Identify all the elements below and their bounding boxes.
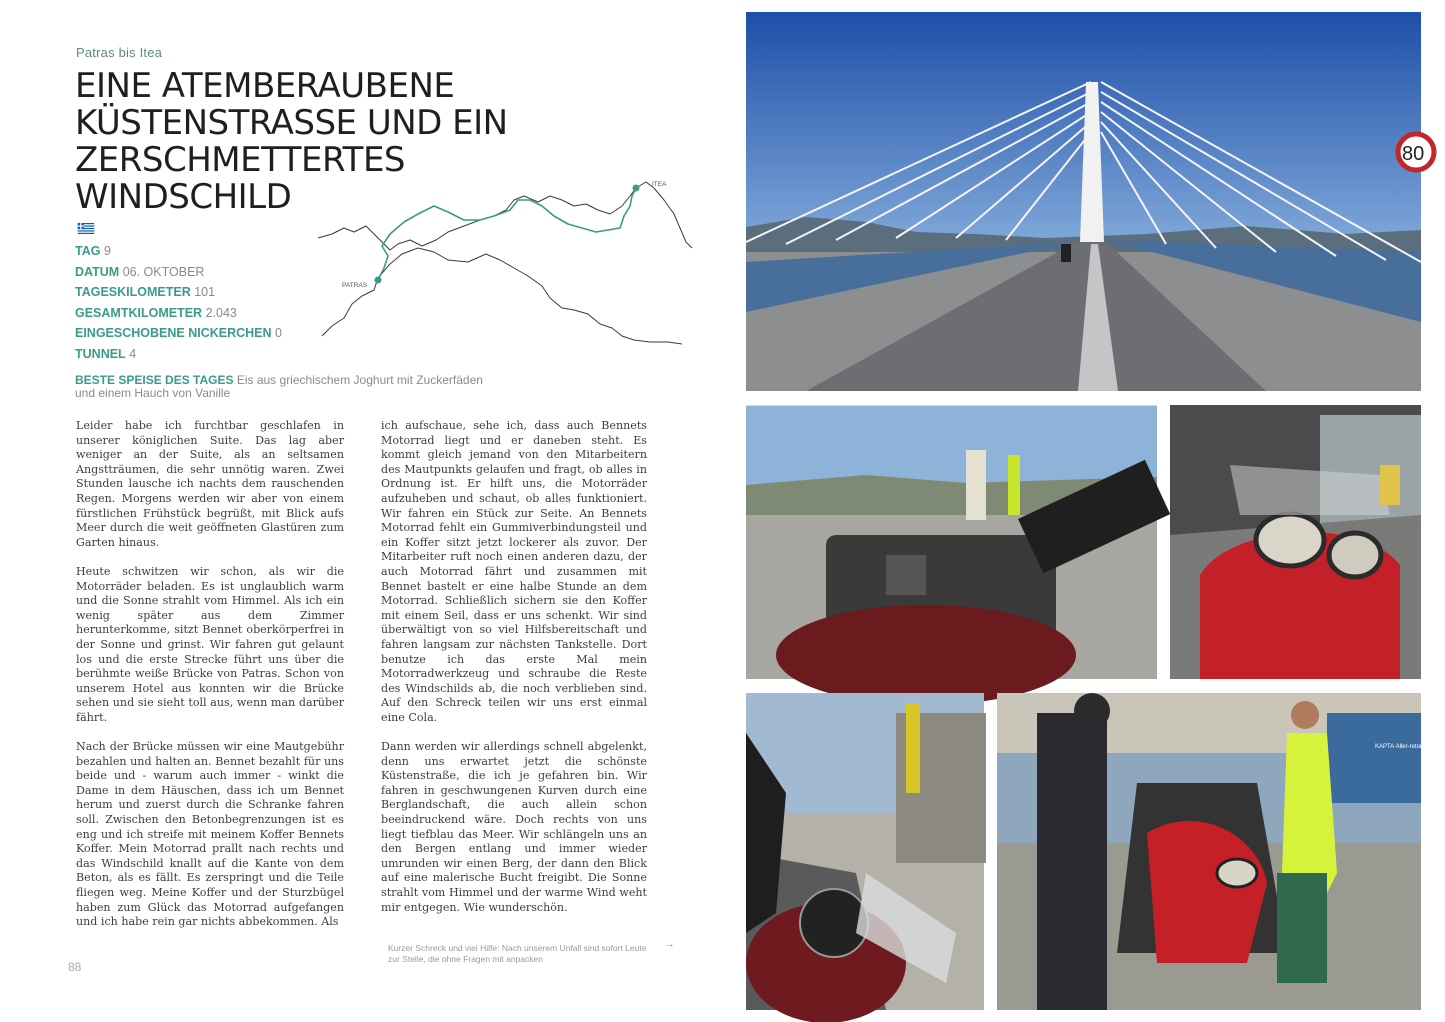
toll-booth-sign: ΚΑΡΤΑ Aller-retour <box>1375 744 1426 750</box>
patras-marker <box>375 277 382 284</box>
arrow-right-icon: → <box>664 938 675 950</box>
paragraph: Dann werden wir allerdings schnell abgelenkt, denn uns erwartet jetzt die schönste Küstenstraße, die ich je gefahren bin. Wir fahren in geschwungenen Kurven durch eine Berglandschaft, die auch allein schon beeindruckend wäre. Doch rechts von uns liegt tiefblau das Meer. Wir schlängeln uns an den Bergen entlang und immer wieder umrunden wir einen Berg, der dann den Blick auf eine malerische Bucht freigibt. Die Sonne strahlt vom Himmel und der warme Wind weht mir entgegen. Wie wunderschön. <box>381 740 647 914</box>
fact-row <box>75 262 355 283</box>
route-line <box>378 188 636 280</box>
fact-value: 9 <box>103 244 111 258</box>
fact-value: 2.043 <box>205 305 237 320</box>
itea-marker <box>633 185 640 192</box>
greek-flag-icon <box>76 223 96 234</box>
fact-value: 0 <box>275 326 282 341</box>
photo-dashboard-closeup <box>746 693 984 1010</box>
photo-helmetcam-tollworker <box>746 405 1157 679</box>
photo-toll-booth-bikes <box>997 693 1426 1010</box>
body-column-left <box>76 419 344 944</box>
fact-value: 4 <box>129 346 137 361</box>
fact-row <box>75 303 355 324</box>
body-column-right <box>381 419 647 930</box>
fact-label: TAGESKILOMETER <box>75 285 191 300</box>
best-dish-text: Eis aus griechischem Joghurt mit Zuckerfäden und einem Hauch von Vanille <box>75 373 483 400</box>
fact-row <box>75 323 355 344</box>
road-sign-speed: 80 <box>1402 143 1425 165</box>
paragraph: ich aufschaue, sehe ich, dass auch Bennets Motorrad liegt und er daneben steht. Es kommt gleich jemand von den Mitarbeitern des Mautpunkts gelaufen und fragt, ob alles in Ordnung ist. Er hilft uns, die Motorräder aufzuheben und schaut, ob alles funktioniert. Wir fahren ein Stück zur Seite. An Bennets Motorrad fehlt ein Gummiverbindungsteil und ein Koffer sitzt jetzt lockerer als zuvor. Der Mitarbeiter ruft noch einen anderen dazu, der auch Motorrad fährt und zusammen mit Bennet bastelt er eine halbe Stunde an dem Motorrad. Schließlich sichern sie den Koffer mit einem Seil, dass er uns schenkt. Wir sind überwältigt von so viel Hilfsbereitschaft und fahren langsam zur nächsten Tankstelle. Dort benutze ich das erste Mal mein Motorradwerkzeug und schraube die Reste des Windschilds ab, die noch verblieben sind. Auf den Schreck teilen wir uns erst einmal eine Cola. <box>381 419 647 724</box>
best-dish-label: BESTE SPEISE DES TAGES <box>75 373 234 387</box>
photo-caption: Kurzer Schreck und viel Hilfe: Nach unserem Unfall sind sofort Leute zur Stelle, die ohne Fragen mit anpacken <box>388 943 647 964</box>
page-number: 88 <box>68 960 82 974</box>
fact-row <box>75 344 355 365</box>
photo-bridge <box>746 12 1425 391</box>
paragraph: Heute schwitzen wir schon, als wir die Motorräder beladen. Es ist unglaublich warm und die Sonne strahlt vom Himmel. Als ich ein wenig später aus dem Zimmer herunterkomme, sitzt Bennet oberkörperfrei in der Sonne und grinst. Wir fahren gut gelaunt los und die erste Strecke führt uns über die berühmte weiße Brücke von Patras. Schon von unserem Hotel aus konnten wir die Brücke sehen und sie sieht toll aus, wenn man darüber fährt. <box>76 564 344 724</box>
patras-label: PATRAS <box>342 282 368 289</box>
fact-label: EINGESCHOBENE NICKERCHEN <box>75 326 272 341</box>
kicker-route: Patras bis Itea <box>76 45 163 60</box>
photo-broken-windshield <box>1170 405 1421 679</box>
fact-value: 101 <box>194 285 216 300</box>
paragraph: Leider habe ich furchtbar geschlafen in unserer königlichen Suite. Das lag aber weniger an der Suite, als an seltsamen Angstträumen, die sehr unnötig waren. Zwei Stunden lausche ich nachts dem rauschenden Regen. Morgens werden wir aber von einem fürstlichen Frühstück begrüßt, mit Blick aufs Meer durch die weit geöffneten Glastüren zum Garten hinaus. <box>76 419 344 549</box>
fact-row <box>75 241 355 262</box>
trip-facts <box>75 241 355 365</box>
route-map <box>318 176 698 346</box>
page-headline: EINE ATEMBERAUBENE KÜSTENSTRASSE UND EIN ZERSCHMETTERTES WINDSCHILD <box>75 66 508 217</box>
fact-label: TAG <box>75 244 101 258</box>
fact-label: GESAMTKILOMETER <box>75 305 203 320</box>
itea-label: ITEA <box>652 181 667 188</box>
map-coastline <box>318 182 692 344</box>
paragraph: Nach der Brücke müssen wir eine Mautgebühr bezahlen und halten an. Bennet bezahlt für uns beide und - warum auch immer - winkt die Dame in dem Häuschen, dass ich um Bennet herum und zuerst durch die Schranke fahren soll. Zwischen den Betonbegrenzungen ist es eng und ich streife mit meinem Koffer Bennets Koffer. Mein Motorrad prallt nach rechts und das Windschild knallt auf die Kante von dem Beton, als es fällt. Es zerspringt und die Teile fliegen weg. Meine Koffer und der Sturzbügel haben zum Glück das Motorrad aufgefangen und ich habe rein gar nichts abbekommen. Als <box>76 740 344 929</box>
fact-row <box>75 282 355 303</box>
fact-label: DATUM <box>75 264 120 279</box>
fact-value: 06. OKTOBER <box>122 264 205 279</box>
fact-label: TUNNEL <box>75 346 126 361</box>
best-dish <box>75 374 495 400</box>
